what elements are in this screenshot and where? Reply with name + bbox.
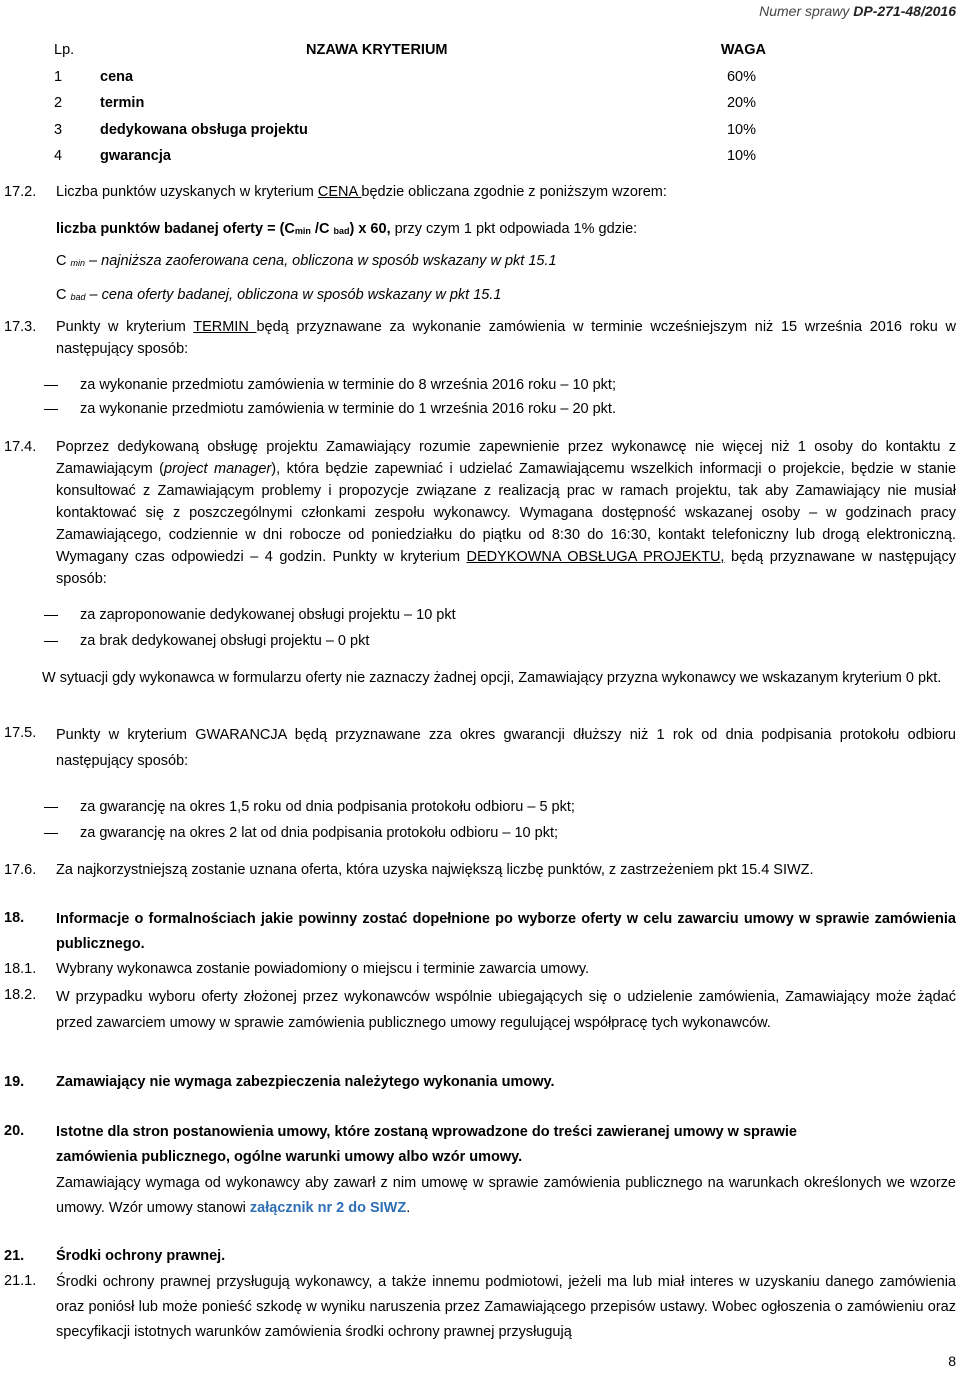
- list-item: za gwarancję na okres 1,5 roku od dnia podpisania protokołu odbioru – 5 pkt;: [80, 799, 575, 815]
- text-run: będzie obliczana zgodnie z poniższym wzorem:: [361, 184, 667, 200]
- section-18-heading: Informacje o formalnościach jakie powinny zostać dopełnione po wyborze oferty w celu zawarciu umowy w sprawie zamówienia publicznego.: [56, 911, 956, 952]
- section-17-3-text: [56, 316, 956, 360]
- criterion-name: CENA: [317, 184, 362, 200]
- subscript: bad: [333, 226, 350, 236]
- text-run: będą przyznawane w następujący sposób:: [56, 549, 956, 587]
- cbad-definition: [56, 284, 956, 308]
- formula-note: przy czym 1 pkt odpowiada 1% gdzie:: [390, 221, 638, 237]
- section-20-text: [56, 1171, 956, 1221]
- row-weight: 10%: [726, 121, 756, 138]
- row-weight: 60%: [726, 68, 756, 85]
- section-number: 21.: [4, 1248, 25, 1264]
- table-row: [40, 90, 780, 117]
- text-run: ), która będzie zapewniać i udzielać Zamawiającemu wszelkich informacji o projekcie, będzie w stanie konsultować z Zamawiającym problemy i propozycje związane z realizacją prac w ramach projektu, tak aby Zamawiający nie musiał kontaktować się z poszczególnymi członkami zespołu wykonawcy. Wymagana dostępność wskazanej osoby – w godzinach pracy Zamawiającego, codziennie w dni robocze od poniedziałku do piątku od 8:30 do 16:30, kontakt telefoniczny lub drogą elektroniczną. Wymagany czas odpowiedzi – 4 godzin. Punkty w kryterium: [56, 461, 957, 565]
- text-run: Liczba punktów uzyskanych w kryterium: [56, 184, 318, 200]
- section-number: 21.1.: [4, 1273, 37, 1289]
- section-number: 20.: [4, 1123, 25, 1139]
- section-number: 18.1.: [4, 961, 37, 977]
- symbol: C: [56, 253, 71, 269]
- section-21-1-text: Środki ochrony prawnej przysługują wykonawcy, a także innemu podmiotowi, jeżeli ma lub miał interes w uzyskaniu danego zamówienia oraz poniósł lub może ponieść szkodę w wyniku naruszenia przez Zamawiającego przepisów ustawy. Wobec ogłoszenia o zamówieniu oraz specyfikacji istotnych warunków zamówienia środki ochrony prawnej przysługują: [56, 1274, 956, 1340]
- case-number-label: Numer sprawy: [759, 3, 850, 19]
- list-item: za gwarancję na okres 2 lat od dnia podpisania protokołu odbioru – 10 pkt;: [80, 825, 559, 841]
- row-weight: 20%: [726, 95, 756, 112]
- header-criterion: NZAWA KRYTERIUM: [306, 42, 448, 59]
- section-17-4-note: W sytuacji gdy wykonawca w formularzu oferty nie zaznaczy żadnej opcji, Zamawiający przyzna wykonawcy we wskazanym kryterium 0 pkt.: [42, 670, 942, 686]
- section-20-heading: Istotne dla stron postanowienia umowy, które zostaną wprowadzone do treści zawieranej umowy w sprawie zamówienia publicznego, ogólne warunki umowy albo wzór umowy.: [56, 1124, 797, 1165]
- list-item: za zaproponowanie dedykowanej obsługi projektu – 10 pkt: [80, 607, 456, 623]
- section-number: 18.: [4, 910, 25, 926]
- list-item: za wykonanie przedmiotu zamówienia w terminie do 8 września 2016 roku – 10 pkt;: [80, 377, 616, 393]
- section-17-6-text: Za najkorzystniejszą zostanie uznana oferta, która uzyska największą liczbę punktów, z zastrzeżeniem pkt 15.4 SIWZ.: [56, 862, 814, 878]
- dash-bullet: [44, 409, 58, 410]
- formula-part: /C: [310, 221, 334, 237]
- section-21-heading: Środki ochrony prawnej.: [56, 1248, 226, 1264]
- section-18-2-text: W przypadku wyboru oferty złożonej przez wykonawców wspólnie ubiegających się o udzielenie zamówienia, Zamawiający może żądać przed zawarciem umowy w sprawie zamówienia publicznego umowy regulującej współpracę tych wykonawców.: [56, 989, 956, 1031]
- row-weight: 10%: [726, 148, 756, 165]
- row-lp: 2: [54, 95, 63, 112]
- section-number: 19.: [4, 1074, 25, 1090]
- table-row: [40, 117, 780, 144]
- cmin-definition: [56, 250, 956, 274]
- text-run: Poprzez dedykowaną obsługę projektu Zamawiający rozumie zapewnienie przez wykonawcę nie więcej niż 1 osoby do kontaktu z Zamawiającym (: [56, 439, 956, 477]
- section-number: 17.4.: [4, 439, 37, 455]
- table-row: [40, 143, 780, 170]
- criterion-name: TERMIN: [193, 319, 257, 335]
- text-run: będą przyznawane za wykonanie zamówienia w terminie wcześniejszym niż 15 września 2016 roku w następujący sposób:: [56, 319, 957, 357]
- criteria-table: [40, 37, 780, 170]
- text-run: .: [406, 1200, 411, 1216]
- header-weight: WAGA: [720, 42, 766, 59]
- section-number: 17.3.: [4, 319, 37, 335]
- section-number: 17.2.: [4, 184, 37, 200]
- table-header-row: [40, 37, 780, 64]
- section-17-2-text: [56, 181, 956, 203]
- page-number: 8: [948, 1353, 956, 1369]
- definition-text: – najniższa zaoferowana cena, obliczona w sposób wskazany w pkt 15.1: [85, 253, 557, 269]
- section-number: 18.2.: [4, 987, 37, 1003]
- dash-bullet: [44, 807, 58, 808]
- dash-bullet: [44, 385, 58, 386]
- section-17-5-text: Punkty w kryterium GWARANCJA będą przyznawane zza okres gwarancji dłuższy niż 1 rok od dnia podpisania protokołu odbioru następujący sposób:: [56, 727, 956, 769]
- formula: [56, 218, 956, 242]
- definition-text: – cena oferty badanej, obliczona w sposób wskazany w pkt 15.1: [85, 287, 502, 303]
- dash-bullet: [44, 833, 58, 834]
- italic-term: project manager: [164, 461, 272, 477]
- section-17-4-text: [56, 436, 956, 590]
- page-header: [759, 0, 956, 22]
- dash-bullet: [44, 641, 58, 642]
- header-lp: Lp.: [54, 42, 75, 59]
- row-lp: 4: [54, 148, 63, 165]
- section-18-1-text: Wybrany wykonawca zostanie powiadomiony o miejscu i terminie zawarcia umowy.: [56, 961, 590, 977]
- formula-part: liczba punktów badanej oferty = (C: [56, 221, 295, 237]
- text-run: Punkty w kryterium: [56, 319, 194, 335]
- row-criterion: termin: [100, 95, 145, 112]
- list-item: za brak dedykowanej obsługi projektu – 0 pkt: [80, 633, 370, 649]
- formula-part: ) x 60,: [349, 221, 391, 237]
- row-lp: 1: [54, 68, 63, 85]
- section-19-heading: Zamawiający nie wymaga zabezpieczenia należytego wykonania umowy.: [56, 1074, 555, 1090]
- section-number: 17.6.: [4, 862, 37, 878]
- row-criterion: cena: [100, 68, 134, 85]
- attachment-link[interactable]: załącznik nr 2 do SIWZ: [249, 1200, 407, 1216]
- dash-bullet: [44, 615, 58, 616]
- row-lp: 3: [54, 121, 63, 138]
- text-run: Zamawiający wymaga od wykonawcy aby zawarł z nim umowę w sprawie zamówienia publicznego na warunkach określonych we wzorze umowy. Wzór umowy stanowi: [56, 1175, 956, 1216]
- list-item: za wykonanie przedmiotu zamówienia w terminie do 1 września 2016 roku – 20 pkt.: [80, 401, 616, 417]
- criterion-name: DEDYKOWNA OBSŁUGA PROJEKTU,: [466, 549, 725, 565]
- table-row: [40, 64, 780, 91]
- row-criterion: dedykowana obsługa projektu: [100, 121, 308, 138]
- case-number: DP-271-48/2016: [853, 3, 956, 19]
- row-criterion: gwarancja: [100, 148, 171, 165]
- section-number: 17.5.: [4, 725, 37, 741]
- subscript: bad: [70, 292, 86, 302]
- symbol: C: [56, 287, 71, 303]
- subscript: min: [294, 226, 311, 236]
- subscript: min: [70, 258, 86, 268]
